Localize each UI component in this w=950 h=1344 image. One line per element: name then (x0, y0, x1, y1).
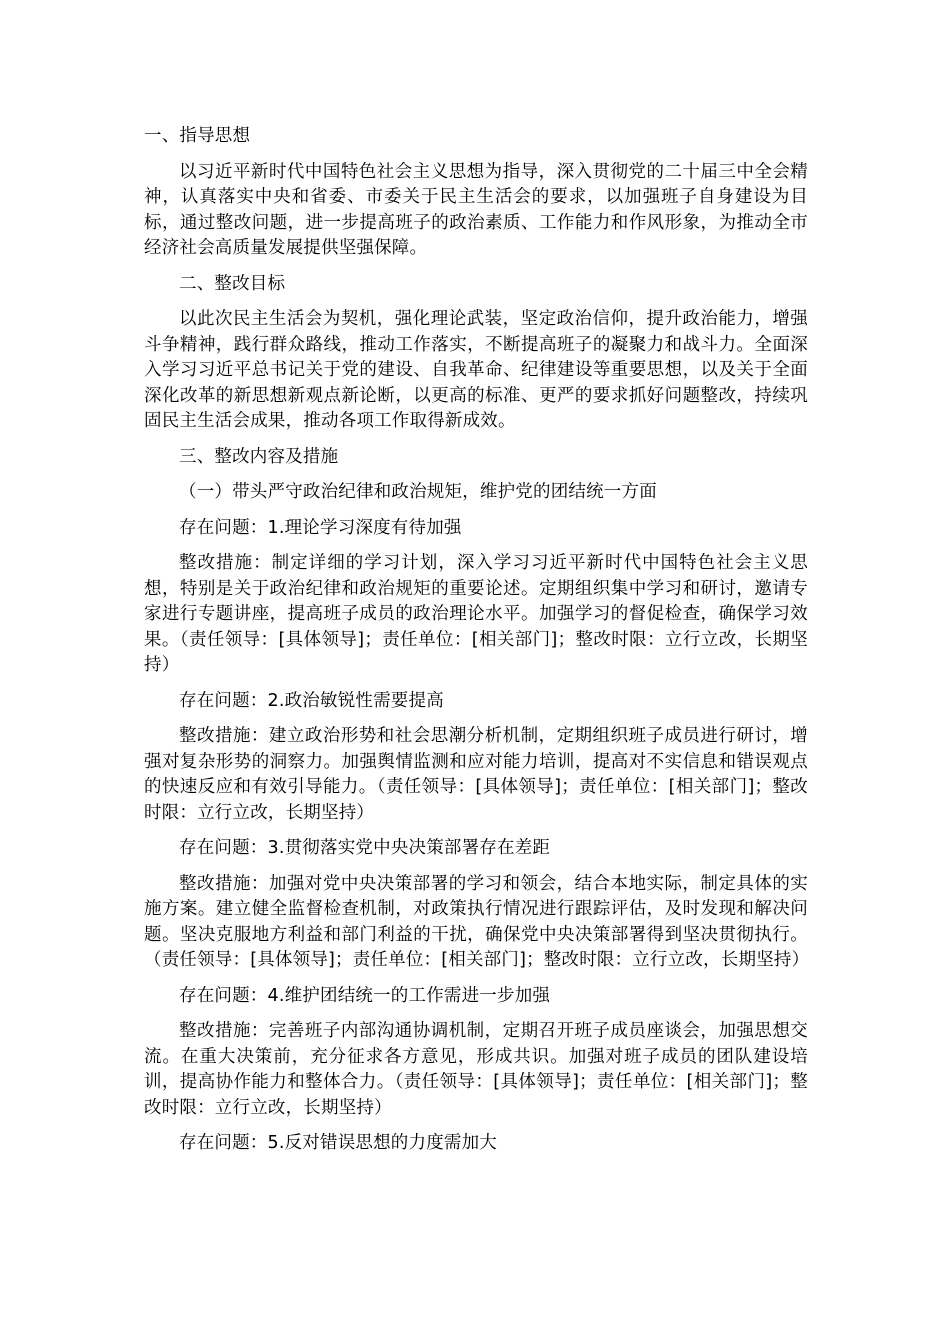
measure-item: 整改措施：制定详细的学习计划，深入学习习近平新时代中国特色社会主义思想，特别是关于政治纪律和政治规矩的重要论述。定期组织集中学习和研讨，邀请专家进行专题讲座，提高班子成员的政治理论水平。加强学习的督促检查，确保学习效果。（责任领导：[具体领导]；责任单位：[相关部门]；整改时限：立行立改，长期坚持） (144, 553, 808, 675)
measure-item: 整改措施：加强对党中央决策部署的学习和领会，结合本地实际，制定具体的实施方案。建立健全监督检查机制，对政策执行情况进行跟踪评估，及时发现和解决问题。坚决克服地方利益和部门利益的干扰，确保党中央决策部署得到坚决贯彻执行。（责任领导：[具体领导]；责任单位：[相关部门]；整改时限：立行立改，长期坚持） (144, 873, 810, 970)
measure-item: 整改措施：完善班子内部沟通协调机制，定期召开班子成员座谈会，加强思想交流。在重大决策前，充分征求各方意见，形成共识。加强对班子成员的团队建设培训，提高协作能力和整体合力。（责任领导：[具体领导]；责任单位：[相关部门]；整改时限：立行立改，长期坚持） (144, 1021, 808, 1118)
body-paragraph: 以此次民主生活会为契机，强化理论武装，坚定政治信仰，提升政治能力，增强斗争精神，践行群众路线，推动工作落实，不断提高班子的凝聚力和战斗力。全面深入学习习近平总书记关于党的建设、自我革命、纪律建设等重要思想，以及关于全面深化改革的新思想新观点新论断，以更高的标准、更严的要求抓好问题整改，持续巩固民主生活会成果，推动各项工作取得新成效。 (144, 309, 808, 431)
problem-item: 存在问题：4.维护团结统一的工作需进一步加强 (179, 985, 551, 1006)
problem-item: 存在问题：3.贯彻落实党中央决策部署存在差距 (179, 838, 551, 858)
measure-item: 整改措施：建立政治形势和社会思潮分析机制，定期组织班子成员进行研讨，增强对复杂形势的洞察力。加强舆情监测和应对能力培训，提高对不实信息和错误观点的快速反应和有效引导能力。（责任领导：[具体领导]；责任单位：[相关部门]；整改时限：立行立改，长期坚持） (144, 726, 808, 823)
document-page (144, 124, 808, 1157)
body-paragraph: 以习近平新时代中国特色社会主义思想为指导，深入贯彻党的二十届三中全会精神，认真落实中央和省委、市委关于民主生活会的要求，以加强班子自身建设为目标，通过整改问题，进一步提高班子的政治素质、工作能力和作风形象，为推动全市经济社会高质量发展提供坚强保障。 (144, 161, 808, 258)
section-heading-content-measures: 三、整改内容及措施 (179, 446, 339, 467)
section-heading-goals: 二、整改目标 (179, 273, 286, 294)
section-heading-guiding-ideology: 一、指导思想 (144, 126, 251, 146)
subsection-heading: （一）带头严守政治纪律和政治规矩，维护党的团结统一方面 (179, 482, 657, 502)
problem-item: 存在问题：1.理论学习深度有待加强 (179, 517, 462, 538)
problem-item: 存在问题：2.政治敏锐性需要提高 (179, 690, 444, 711)
problem-item: 存在问题：5.反对错误思想的力度需加大 (179, 1133, 497, 1153)
